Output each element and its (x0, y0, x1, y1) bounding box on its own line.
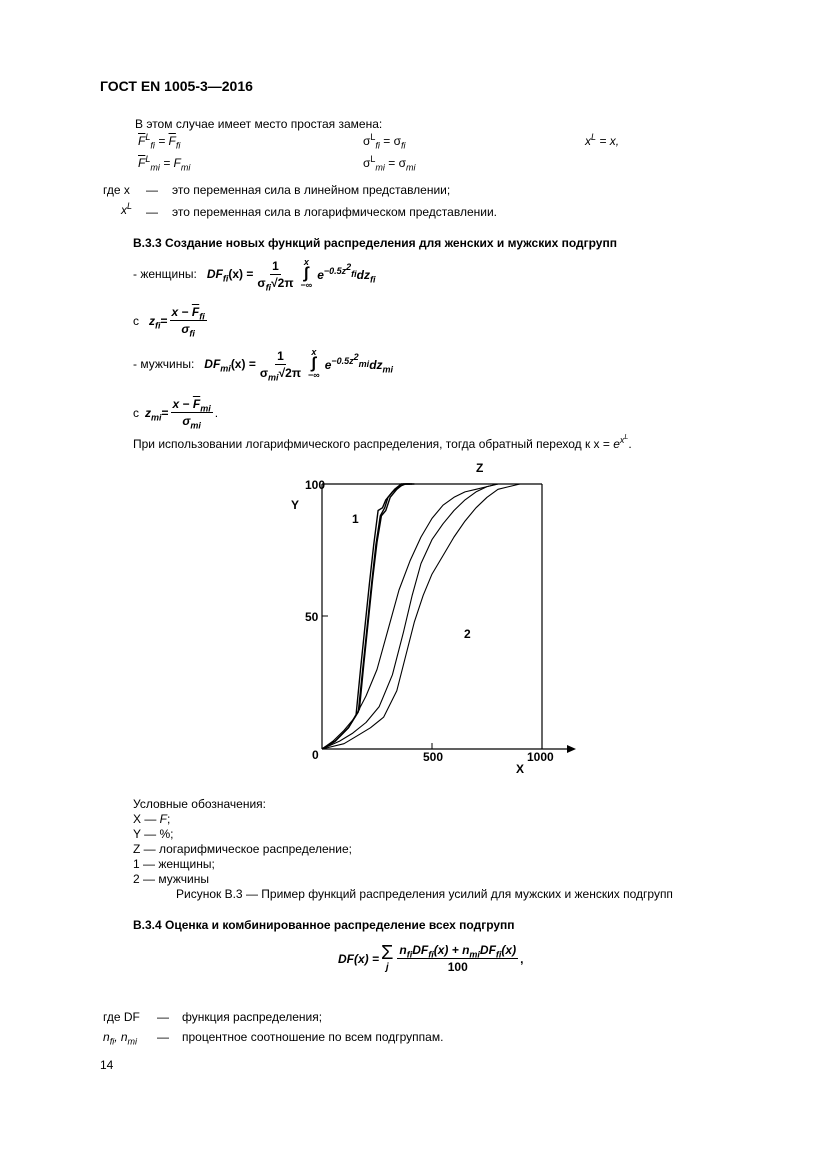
legend-title: Условные обозначения: (133, 797, 266, 811)
x-tick-label-500: 500 (423, 750, 444, 764)
where-n-dash: — (157, 1030, 169, 1044)
series-line-2a (322, 484, 509, 749)
women-formula: - женщины: $DF_{fi}$ (x) = $\frac{1}{\sigma_{fi}√2\pi}$ x ∫ −∞ $e^{-0.5z^2_{fi}}dz_{fi}$ (133, 257, 376, 292)
where-x-text: это переменная сила в линейном представлении; (172, 183, 451, 197)
where-n-text: процентное соотношение по всем подгруппам. (182, 1030, 444, 1044)
section-b33-title: В.3.3 Создание новых функций распределения для женских и мужских подгрупп (133, 236, 617, 250)
legend-item-y: Y — %; (133, 827, 174, 841)
legend-item-z: Z — логарифмическое распределение; (133, 842, 353, 856)
men-z-formula: с $z_{mi}$ = $\frac{x - \overline{F}_{mi}}{\sigma_{mi}}$ . (133, 397, 219, 431)
subst-row1-col3: $x^L = x$, (585, 132, 620, 148)
legend-item-1: 1 — женщины; (133, 857, 215, 871)
where-xl-dash: — (146, 205, 158, 219)
where-df-dash: — (157, 1010, 169, 1024)
where-x-label: где x (103, 183, 130, 197)
subst-row2-col2: $\sigma^L_{mi} = \sigma_{mi}$ (363, 154, 416, 173)
chart-top-label-z: Z (476, 461, 484, 475)
log-note: При использовании логарифмического распределения, тогда обратный переход к $x = e^{x^L}$. (133, 434, 632, 451)
x-axis-arrow (567, 745, 576, 753)
subst-row1-col1: $\overline{F}^L_{fi} = \overline{F}_{fi}$ (138, 132, 181, 151)
where-xl-label: $x^L$ (121, 201, 133, 217)
x-tick-label-1000: 1000 (527, 750, 554, 764)
y-tick-label-50: 50 (305, 610, 319, 624)
where-df-label: где DF (103, 1010, 140, 1024)
y-tick-label-100: 100 (305, 478, 326, 492)
figure-caption: Рисунок В.3 — Пример функций распределения усилий для мужских и женских подгрупп (176, 887, 673, 901)
subst-row1-col2: $\sigma^L_{fi} = \sigma_{fi}$ (363, 132, 406, 151)
y-axis-label: Y (291, 498, 300, 512)
men-formula: - мужчины: $DF_{mi}$ (x) = $\frac{1}{\sigma_{mi}√2\pi}$ x ∫ −∞ $e^{-0.5z^2_{mi}}dz_{mi}$ (133, 347, 394, 382)
series-line-1b (322, 484, 412, 749)
page-number: 14 (100, 1058, 114, 1072)
legend-item-x: X — F; (133, 812, 171, 826)
intro-text: В этом случае имеет место простая замена: (135, 117, 383, 131)
subst-row2-col1: $\overline{F}^L_{mi} = F_{mi}$ (138, 154, 191, 173)
distribution-chart (270, 455, 590, 785)
where-xl-text: это переменная сила в логарифмическом представлении. (172, 205, 497, 219)
legend-item-2: 2 — мужчины (133, 872, 209, 886)
series-label-1: 1 (352, 512, 359, 526)
page-header-title: ГОСТ EN 1005-3—2016 (100, 78, 253, 94)
origin-label: 0 (312, 748, 319, 762)
men-label: - мужчины: (133, 357, 195, 371)
series-label-2: 2 (464, 627, 471, 641)
section-b34-title: В.3.4 Оценка и комбинированное распределение всех подгрупп (133, 918, 515, 932)
where-df-text: функция распределения; (182, 1010, 323, 1024)
where-x-dash: — (146, 183, 158, 197)
combined-formula: DF(x) = Σ j $\frac{n_{fi}DF_{fi}(x) + n_{mi}DF_{fi}(x)}{100}$ , (338, 941, 524, 974)
women-label: - женщины: (133, 267, 197, 281)
where-n-label: $n_{fi}$, $n_{mi}$ (103, 1030, 138, 1047)
x-axis-label: X (516, 762, 525, 776)
women-z-formula: с $z_{fi}$ = $\frac{x - \overline{F}_{fi}}{\sigma_{fi}}$ (133, 305, 205, 339)
